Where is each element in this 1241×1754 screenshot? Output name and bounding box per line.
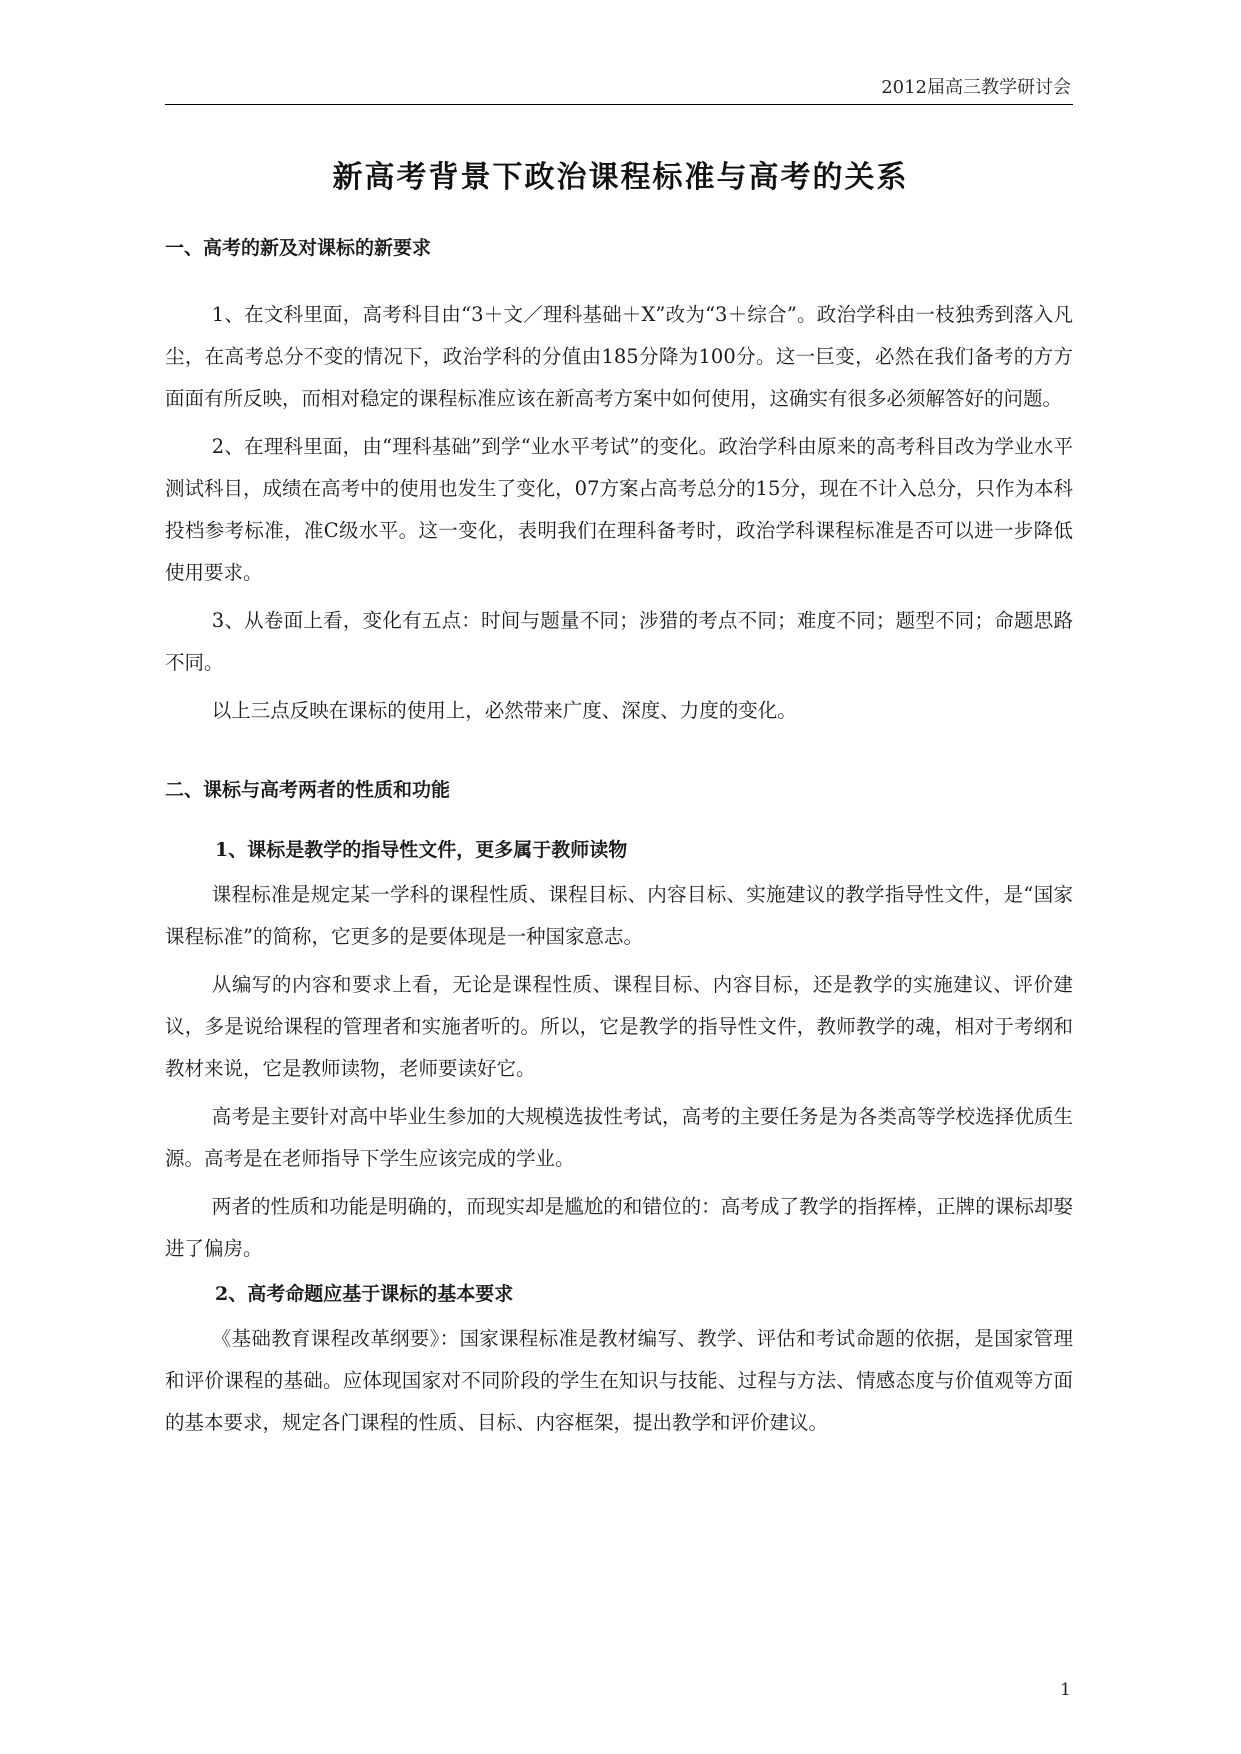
paragraph: 从编写的内容和要求上看，无论是课程性质、课程目标、内容目标，还是教学的实施建议、评价建议，多是说给课程的管理者和实施者听的。所以，它是教学的指导性文件，教师教学的魂，相对于考纲和教材来说，它是教师读物，老师要读好它。: [165, 973, 1073, 1080]
section-heading-1: 一、高考的新及对课标的新要求: [165, 237, 432, 259]
paragraph: 两者的性质和功能是明确的，而现实却是尴尬的和错位的：高考成了教学的指挥棒，正牌的课标却娶进了偏房。: [165, 1195, 1073, 1260]
paragraph: 《基础教育课程改革纲要》：国家课程标准是教材编写、教学、评估和考试命题的依据，是国家管理和评价课程的基础。应体现国家对不同阶段的学生在知识与技能、过程与方法、情感态度与价值观等方面的基本要求，规定各门课程的性质、目标、内容框架，提出教学和评价建议。: [165, 1327, 1073, 1434]
paragraph: 2、在理科里面，由“理科基础”到学“业水平考试”的变化。政治学科由原来的高考科目改为学业水平测试科目，成绩在高考中的使用也发生了变化，07方案占高考总分的15分，现在不计入总分，只作为本科投档参考标准，准C级水平。这一变化，表明我们在理科备考时，政治学科课程标准是否可以进一步降低使用要求。: [165, 435, 1073, 584]
page-number: 1: [1060, 1680, 1071, 1700]
paragraph: 3、从卷面上看，变化有五点：时间与题量不同；涉猎的考点不同；难度不同；题型不同；命题思路不同。: [165, 609, 1073, 674]
header-rule: [165, 104, 1073, 105]
running-header: 2012届高三教学研讨会: [881, 77, 1071, 98]
paragraph: 1、在文科里面，高考科目由“3＋文／理科基础＋X”改为“3＋综合”。政治学科由一枝独秀到落入凡尘，在高考总分不变的情况下，政治学科的分值由185分降为100分。这一巨变，必然在我们备考的方方面面有所反映，而相对稳定的课程标准应该在新高考方案中如何使用，这确实有很多必须解答好的问题。: [165, 303, 1073, 410]
section-heading-2: 二、课标与高考两者的性质和功能: [165, 779, 451, 801]
paragraph: 课程标准是规定某一学科的课程性质、课程目标、内容目标、实施建议的教学指导性文件，是“国家课程标准”的简称，它更多的是要体现是一种国家意志。: [165, 883, 1073, 948]
paragraph: 高考是主要针对高中毕业生参加的大规模选拔性考试，高考的主要任务是为各类高等学校选择优质生源。高考是在老师指导下学生应该完成的学业。: [165, 1105, 1073, 1170]
document-title: 新高考背景下政治课程标准与高考的关系: [332, 160, 909, 195]
paragraph: 以上三点反映在课标的使用上，必然带来广度、深度、力度的变化。: [211, 699, 797, 722]
subsection-heading-2: 2、高考命题应基于课标的基本要求: [215, 1283, 514, 1305]
subsection-heading-1: 1、课标是教学的指导性文件，更多属于教师读物: [215, 839, 628, 861]
document-body: [165, 230, 1073, 1444]
